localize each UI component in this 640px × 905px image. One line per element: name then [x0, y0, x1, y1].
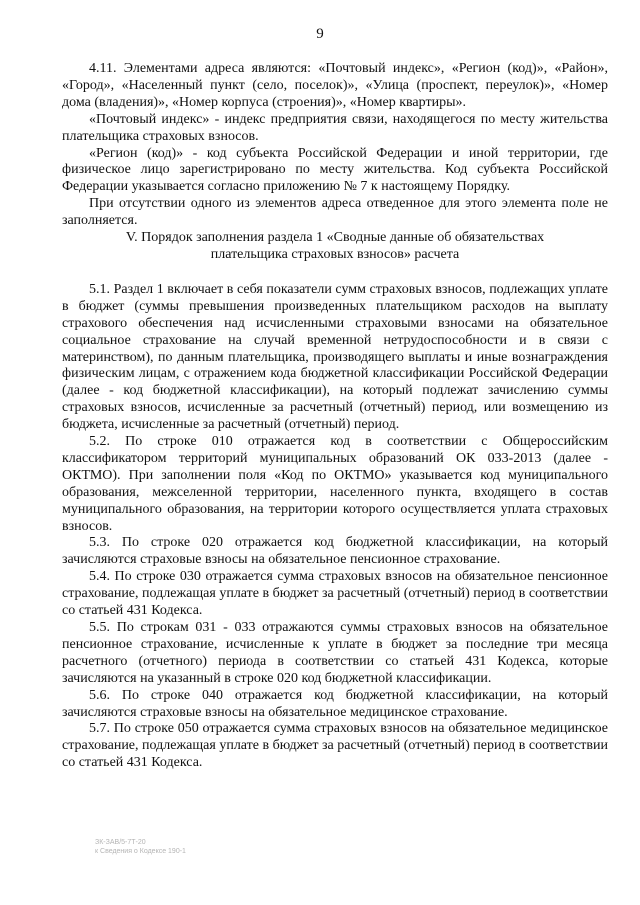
paragraph-5-6: 5.6. По строке 040 отражается код бюджетной классификации, на который зачисляются страховые взносы на обязательное медицинское страхование. — [62, 687, 608, 720]
footer-mark-line-2: к Сведения о Кодексе 190-1 — [95, 848, 186, 855]
paragraph-5-4: 5.4. По строке 030 отражается сумма страховых взносов на обязательное пенсионное страхование, подлежащая уплате в бюджет за расчетный (отчетный) период в соответствии со статьей 431 Кодекса. — [62, 569, 608, 619]
footer-mark-line-1: ЗК-ЗАВ/5-7Т-20 — [95, 839, 146, 846]
paragraph-5-5: 5.5. По строкам 031 - 033 отражаются суммы страховых взносов на обязательное пенсионное страхование, исчисленные к уплате в бюджет за последние три месяца расчетного (отчетного) периода в соответствии со статьей 431 Кодекса, которые зачисляются на указанный в строке 020 код бюджетной классификации. — [62, 620, 608, 686]
paragraph-5-2: 5.2. По строке 010 отражается код в соответствии с Общероссийским классификатором территорий муниципальных образований ОК 033-2013 (далее - ОКТМО). При заполнении поля «Код по ОКТМО» указывается код муниципального образования, межселенной территории, населенного пункта, входящего в состав муниципального образования, на территории которого осуществляется уплата страховых взносов. — [62, 434, 608, 534]
section-gap — [62, 264, 608, 282]
paragraph-5-1: 5.1. Раздел 1 включает в себя показатели сумм страховых взносов, подлежащих уплате в бюджет (суммы превышения произведенных плательщиком расходов на выплату страхового обеспечения над исчисленными страховыми взносами на обязательное социальное страхование на случай временной нетрудоспособности и в связи с материнством), по данным плательщика, производящего выплаты и иные вознаграждения физическим лицам, с отражением кода бюджетной классификации Российской Федерации (далее - код бюджетной классификации), на который подлежат зачислению суммы страховых взносов, исчисленные за расчетный (отчетный) период, или возмещению из бюджета, исчисленные за расчетный (отчетный) период. — [62, 281, 608, 433]
document-body — [62, 61, 608, 772]
section-v-heading: V. Порядок заполнения раздела 1 «Сводные данные об обязательствах плательщика страховых взносов» расчета — [125, 230, 545, 262]
paragraph-4-11: 4.11. Элементами адреса являются: «Почтовый индекс», «Регион (код)», «Район», «Город», «Населенный пункт (село, поселок)», «Улица (проспект, переулок)», «Номер дома (владения)», «Номер корпуса (строения)», «Номер квартиры». — [62, 61, 608, 110]
page-number: 9 — [316, 26, 324, 42]
paragraph-absent-element: При отсутствии одного из элементов адреса отведенное для этого элемента поле не заполняется. — [62, 196, 608, 229]
paragraph-5-7: 5.7. По строке 050 отражается сумма страховых взносов на обязательное медицинское страхование, подлежащая уплате в бюджет за расчетный (отчетный) период в соответствии со статьей 431 Кодекса. — [62, 721, 608, 771]
paragraph-postal-index: «Почтовый индекс» - индекс предприятия связи, находящегося по месту жительства плательщика страховых взносов. — [62, 111, 608, 144]
footer-registration-mark — [95, 838, 186, 856]
paragraph-region-code: «Регион (код)» - код субъекта Российской Федерации и иной территории, где физическое лицо зарегистрировано по месту жительства. Код субъекта Российской Федерации указывается согласно приложению № 7 к настоящему Порядку. — [62, 145, 608, 195]
paragraph-5-3: 5.3. По строке 020 отражается код бюджетной классификации, на который зачисляются страховые взносы на обязательное пенсионное страхование. — [62, 535, 608, 568]
